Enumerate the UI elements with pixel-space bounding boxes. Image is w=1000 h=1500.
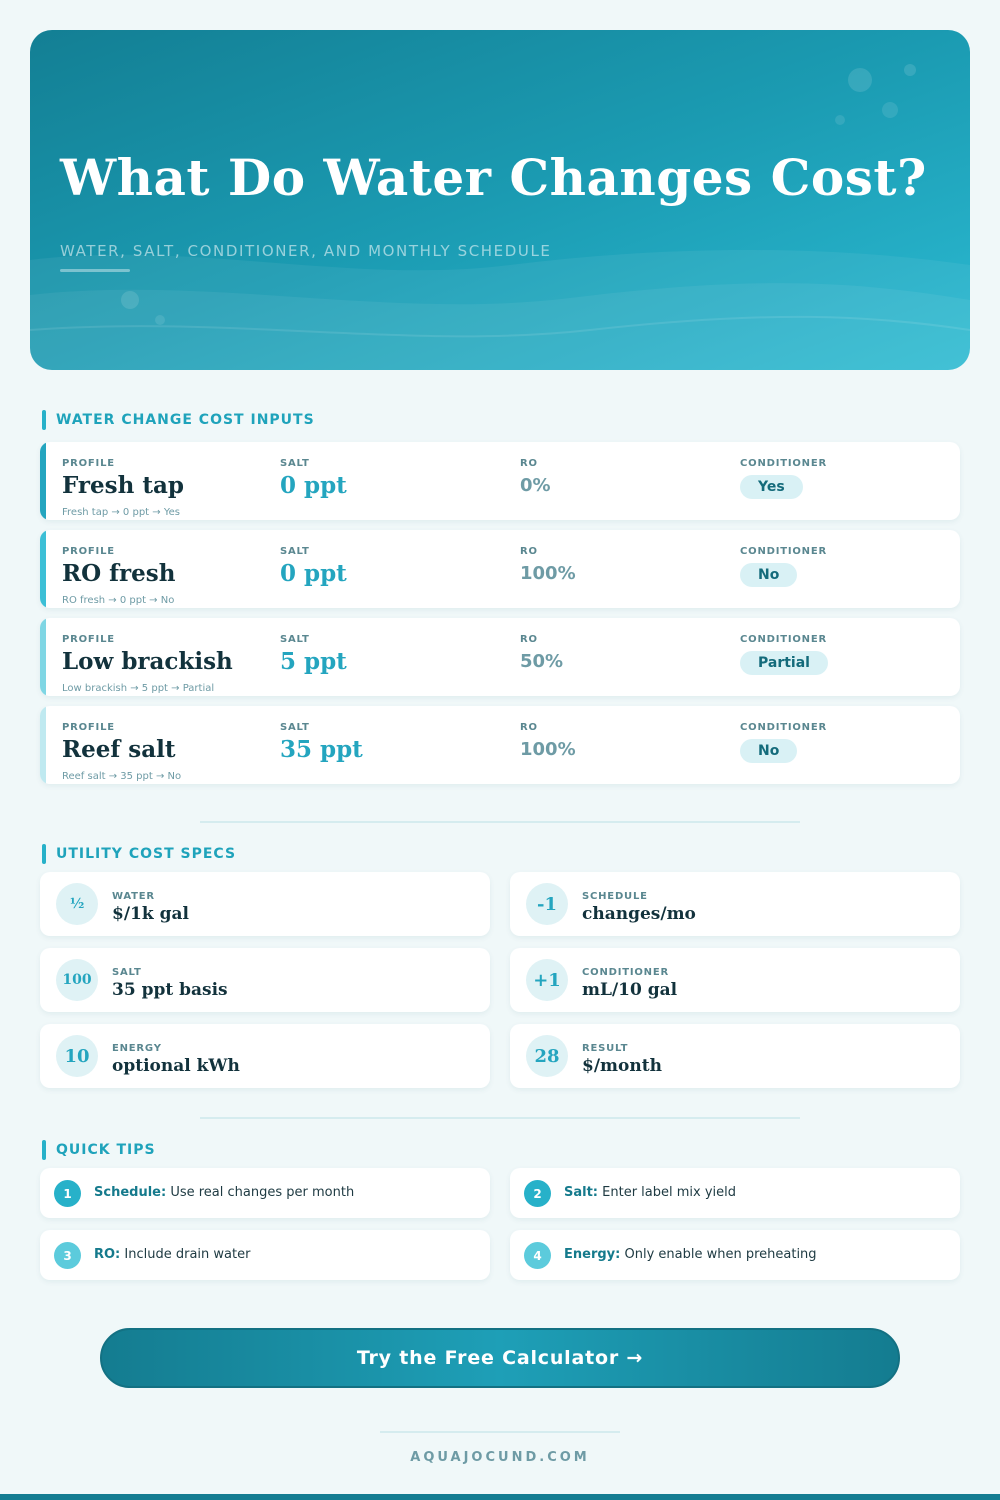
profile-column-profile bbox=[62, 458, 184, 499]
bottom-accent-bar bbox=[0, 1494, 1000, 1500]
profile-name: Low brackish bbox=[62, 648, 233, 675]
tip-keyword: Energy: bbox=[564, 1247, 621, 1262]
column-label-salt: SALT bbox=[280, 458, 310, 469]
profile-salt-value: 35 ppt bbox=[280, 736, 363, 763]
profile-summary: Low brackish → 5 ppt → Partial bbox=[62, 683, 215, 694]
column-label-ro: RO bbox=[520, 546, 538, 557]
profile-column-salt bbox=[280, 546, 347, 587]
hero-banner bbox=[30, 30, 970, 370]
section-divider bbox=[200, 821, 800, 823]
column-label-conditioner: CONDITIONER bbox=[740, 634, 827, 645]
spec-badge: 10 bbox=[56, 1035, 98, 1077]
profile-ro-value: 0% bbox=[520, 475, 551, 496]
section-heading-specs: UTILITY COST SPECS bbox=[42, 844, 236, 864]
tip-card bbox=[510, 1230, 960, 1280]
tip-number-badge: 2 bbox=[524, 1180, 551, 1207]
column-label-conditioner: CONDITIONER bbox=[740, 458, 827, 469]
spec-card-schedule bbox=[510, 872, 960, 936]
profile-column-profile bbox=[62, 546, 175, 587]
spec-value: $/month bbox=[582, 1056, 662, 1076]
spec-value: optional kWh bbox=[112, 1056, 240, 1076]
section-divider bbox=[200, 1117, 800, 1119]
profile-column-salt bbox=[280, 722, 363, 763]
column-label-ro: RO bbox=[520, 634, 538, 645]
profile-column-ro bbox=[520, 634, 563, 672]
profile-column-ro bbox=[520, 546, 576, 584]
spec-card-conditioner bbox=[510, 948, 960, 1012]
spec-badge: +1 bbox=[526, 959, 568, 1001]
profile-salt-value: 0 ppt bbox=[280, 560, 347, 587]
column-label-salt: SALT bbox=[280, 546, 310, 557]
section-heading-tips: QUICK TIPS bbox=[42, 1140, 156, 1160]
profile-accent-bar bbox=[40, 530, 46, 608]
profile-column-profile bbox=[62, 722, 176, 763]
profile-column-salt bbox=[280, 634, 347, 675]
profile-accent-bar bbox=[40, 706, 46, 784]
footer-divider bbox=[380, 1431, 620, 1433]
column-label-ro: RO bbox=[520, 458, 538, 469]
tip-card bbox=[510, 1168, 960, 1218]
spec-value: $/1k gal bbox=[112, 904, 189, 924]
tip-keyword: RO: bbox=[94, 1247, 121, 1262]
page-subtitle: WATER, SALT, CONDITIONER, AND MONTHLY SCHEDULE bbox=[60, 242, 552, 260]
profile-salt-value: 0 ppt bbox=[280, 472, 347, 499]
tip-number-badge: 3 bbox=[54, 1242, 81, 1269]
profile-ro-value: 100% bbox=[520, 739, 576, 760]
profile-accent-bar bbox=[40, 618, 46, 696]
profile-accent-bar bbox=[40, 442, 46, 520]
spec-card-salt bbox=[40, 948, 490, 1012]
spec-label: RESULT bbox=[582, 1043, 629, 1054]
profile-summary: RO fresh → 0 ppt → No bbox=[62, 595, 175, 606]
profile-card bbox=[40, 618, 960, 696]
spec-label: CONDITIONER bbox=[582, 967, 669, 978]
profile-conditioner-pill: Yes bbox=[740, 475, 803, 499]
spec-label: SALT bbox=[112, 967, 142, 978]
column-label-profile: PROFILE bbox=[62, 458, 115, 469]
spec-label: SCHEDULE bbox=[582, 891, 648, 902]
tip-description: Use real changes per month bbox=[170, 1185, 355, 1200]
subtitle-underline bbox=[60, 269, 130, 272]
spec-value: 35 ppt basis bbox=[112, 980, 228, 1000]
tip-card bbox=[40, 1168, 490, 1218]
profile-column-conditioner bbox=[740, 546, 827, 587]
spec-badge: -1 bbox=[526, 883, 568, 925]
profile-ro-value: 100% bbox=[520, 563, 576, 584]
profile-card bbox=[40, 706, 960, 784]
profile-column-ro bbox=[520, 722, 576, 760]
tip-description: Only enable when preheating bbox=[624, 1247, 817, 1262]
profile-name: Fresh tap bbox=[62, 472, 184, 499]
profile-column-salt bbox=[280, 458, 347, 499]
spec-badge: 28 bbox=[526, 1035, 568, 1077]
tip-text bbox=[564, 1185, 736, 1200]
section-heading-inputs: WATER CHANGE COST INPUTS bbox=[42, 410, 315, 430]
profile-column-profile bbox=[62, 634, 233, 675]
tip-text bbox=[564, 1247, 817, 1262]
tip-description: Include drain water bbox=[124, 1247, 251, 1262]
column-label-profile: PROFILE bbox=[62, 722, 115, 733]
profile-salt-value: 5 ppt bbox=[280, 648, 347, 675]
profile-conditioner-pill: Partial bbox=[740, 651, 828, 675]
profile-card bbox=[40, 530, 960, 608]
profile-card bbox=[40, 442, 960, 520]
profile-summary: Reef salt → 35 ppt → No bbox=[62, 771, 182, 782]
spec-value: mL/10 gal bbox=[582, 980, 678, 1000]
tip-card bbox=[40, 1230, 490, 1280]
profile-name: RO fresh bbox=[62, 560, 176, 587]
profile-name: Reef salt bbox=[62, 736, 176, 763]
page-title: What Do Water Changes Cost? bbox=[60, 148, 927, 207]
profile-column-ro bbox=[520, 458, 551, 496]
spec-label: WATER bbox=[112, 891, 155, 902]
spec-label: ENERGY bbox=[112, 1043, 162, 1054]
profile-summary: Fresh tap → 0 ppt → Yes bbox=[62, 507, 180, 518]
column-label-profile: PROFILE bbox=[62, 546, 115, 557]
column-label-salt: SALT bbox=[280, 634, 310, 645]
column-label-salt: SALT bbox=[280, 722, 310, 733]
spec-card-water bbox=[40, 872, 490, 936]
column-label-conditioner: CONDITIONER bbox=[740, 546, 827, 557]
spec-badge: ½ bbox=[56, 883, 98, 925]
column-label-conditioner: CONDITIONER bbox=[740, 722, 827, 733]
profile-conditioner-pill: No bbox=[740, 563, 797, 587]
tip-text bbox=[94, 1185, 354, 1200]
column-label-profile: PROFILE bbox=[62, 634, 115, 645]
tip-keyword: Salt: bbox=[564, 1185, 599, 1200]
profile-conditioner-pill: No bbox=[740, 739, 797, 763]
profile-column-conditioner bbox=[740, 722, 827, 763]
spec-card-result bbox=[510, 1024, 960, 1088]
profile-column-conditioner bbox=[740, 634, 828, 675]
calculator-cta-button[interactable]: Try the Free Calculator → bbox=[100, 1328, 900, 1388]
tip-description: Enter label mix yield bbox=[602, 1185, 737, 1200]
tip-keyword: Schedule: bbox=[94, 1185, 167, 1200]
tip-number-badge: 4 bbox=[524, 1242, 551, 1269]
profile-column-conditioner bbox=[740, 458, 827, 499]
column-label-ro: RO bbox=[520, 722, 538, 733]
spec-value: changes/mo bbox=[582, 904, 696, 924]
footer-site-name: AQUAJOCUND.COM bbox=[410, 1450, 590, 1465]
spec-badge: 100 bbox=[56, 959, 98, 1001]
profile-ro-value: 50% bbox=[520, 651, 564, 672]
tip-number-badge: 1 bbox=[54, 1180, 81, 1207]
tip-text bbox=[94, 1247, 250, 1262]
spec-card-energy bbox=[40, 1024, 490, 1088]
